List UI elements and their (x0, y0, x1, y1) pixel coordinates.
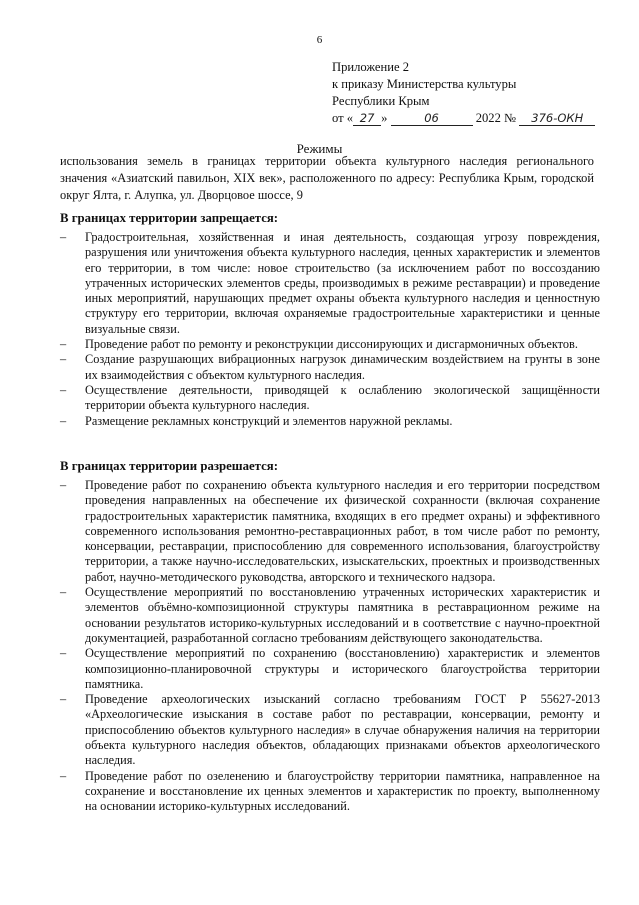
prohibited-heading: В границах территории запрещается: (60, 211, 279, 225)
prohibited-list (60, 230, 600, 429)
appendix-date-line (332, 110, 595, 127)
allowed-section (60, 458, 600, 815)
intro-paragraph: использования земель в границах территории объекта культурного наследия регионального значения «Азиатский павильон, XIX век», расположенного по адресу: Республика Крым, городской округ Ялта, г. Алупка, ул. Дворцовое шоссе, 9 (60, 154, 594, 202)
order-number: 376-ОКН (519, 112, 595, 126)
dash-marker: – (60, 585, 67, 600)
list-item (60, 478, 600, 585)
list-item (60, 585, 600, 646)
appendix-order-line: к приказу Министерства культуры (332, 77, 517, 91)
dash-marker: – (60, 692, 67, 707)
date-month: 06 (391, 112, 473, 126)
list-item-text: Проведение работ по озеленению и благоустройству территории памятника, направленное на сохранение и восстановление их ценных элементов и характеристик по проекту, выполненному на основании историко-культурных исследований. (85, 768, 600, 814)
page-number: 6 (316, 34, 323, 46)
date-mid: » (381, 111, 388, 125)
dash-marker: – (60, 382, 67, 397)
list-item-text: Осуществление мероприятий по сохранению (восстановлению) характеристик и элементов композиционно-планировочной структуры и исторического благоустройства территории памятника. (85, 646, 600, 691)
list-item-text: Проведение работ по ремонту и реконструкции диссонирующих и дисгармоничных объектов. (85, 337, 578, 352)
list-item-text: Градостроительная, хозяйственная и иная деятельность, создающая угрозу повреждения, разрушения или уничтожения объекта культурного наследия, ценных характеристик и элементов его территории, в том числе: новое строительство (за исключением работ по воссозданию утраченных исторических элементов среды, производимых в режиме реставрации) и проведение иных мероприятий, нарушающих предмет охраны объекта культурного наследия и ценностную структуру его территории, включая охраняемые градостроительные характеристики и ценные визуальные связи. (85, 230, 600, 336)
list-item (60, 769, 600, 815)
number-prefix: № (504, 111, 517, 125)
list-item-text: Осуществление мероприятий по восстановлению утраченных исторических характеристик и элементов объёмно-композиционной структуры памятника в реставрационном режиме на основании результатов историко-культурных исследований и в соответствие с научно-проектной документацией, разработанной согласно требованиям действующего законодательства. (85, 585, 600, 645)
dash-marker: – (60, 768, 67, 783)
appendix-header (332, 59, 595, 127)
dash-marker: – (60, 337, 67, 352)
list-item-text: Создание разрушающих вибрационных нагрузок динамическим воздействием на грунты в зоне их взаимодействия с объектом культурного наследия. (85, 352, 600, 382)
list-item-text: Проведение археологических изысканий согласно требованиям ГОСТ Р 55627-2013 «Археологические изыскания в составе работ по реставрации, консервации, ремонту и приспособлению объектов культурного наследия» в случае обнаружения наличия на территории объекта культурного наследия объектов, обладающих признаками объектов археологического наследия. (85, 692, 600, 768)
dash-marker: – (60, 478, 67, 492)
allowed-list (60, 478, 600, 815)
allowed-heading: В границах территории разрешается: (60, 459, 278, 473)
list-item (60, 414, 600, 429)
list-item (60, 646, 600, 692)
date-prefix: от « (332, 111, 354, 125)
list-item-text: Осуществление деятельности, приводящей к ослаблению экологической защищённости территории объекта культурного наследия. (85, 382, 600, 413)
list-item-text: Проведение работ по сохранению объекта культурного наследия и его территории посредством проведения направленных на обеспечение их физической сохранности (включая сохранение градостроительных характеристик памятника, входящих в его предмет охраны) и эффективного современного использования ремонтно-реставрационных работ, в том числе работ по ремонту, консервации, реставрации, приспособлению для современного использования, благоустройству территории, а также научно-исследовательских, изыскательских, проектных и производственных работ, научно-методического руководства, авторского и технического надзора. (85, 478, 600, 584)
list-item (60, 337, 600, 352)
list-item (60, 352, 600, 383)
dash-marker: – (60, 646, 67, 661)
page-title: Режимы (296, 141, 343, 156)
appendix-ministry-line: Республики Крым (332, 94, 430, 108)
dash-marker: – (60, 230, 67, 244)
list-item (60, 383, 600, 414)
date-year: 2022 (475, 111, 501, 125)
list-item-text: Размещение рекламных конструкций и элементов наружной рекламы. (85, 413, 453, 428)
dash-marker: – (60, 413, 67, 428)
list-item (60, 692, 600, 768)
prohibited-section (60, 210, 600, 429)
date-day: 27 (353, 112, 381, 126)
appendix-title: Приложение 2 (332, 60, 410, 74)
list-item (60, 230, 600, 337)
dash-marker: – (60, 352, 67, 367)
